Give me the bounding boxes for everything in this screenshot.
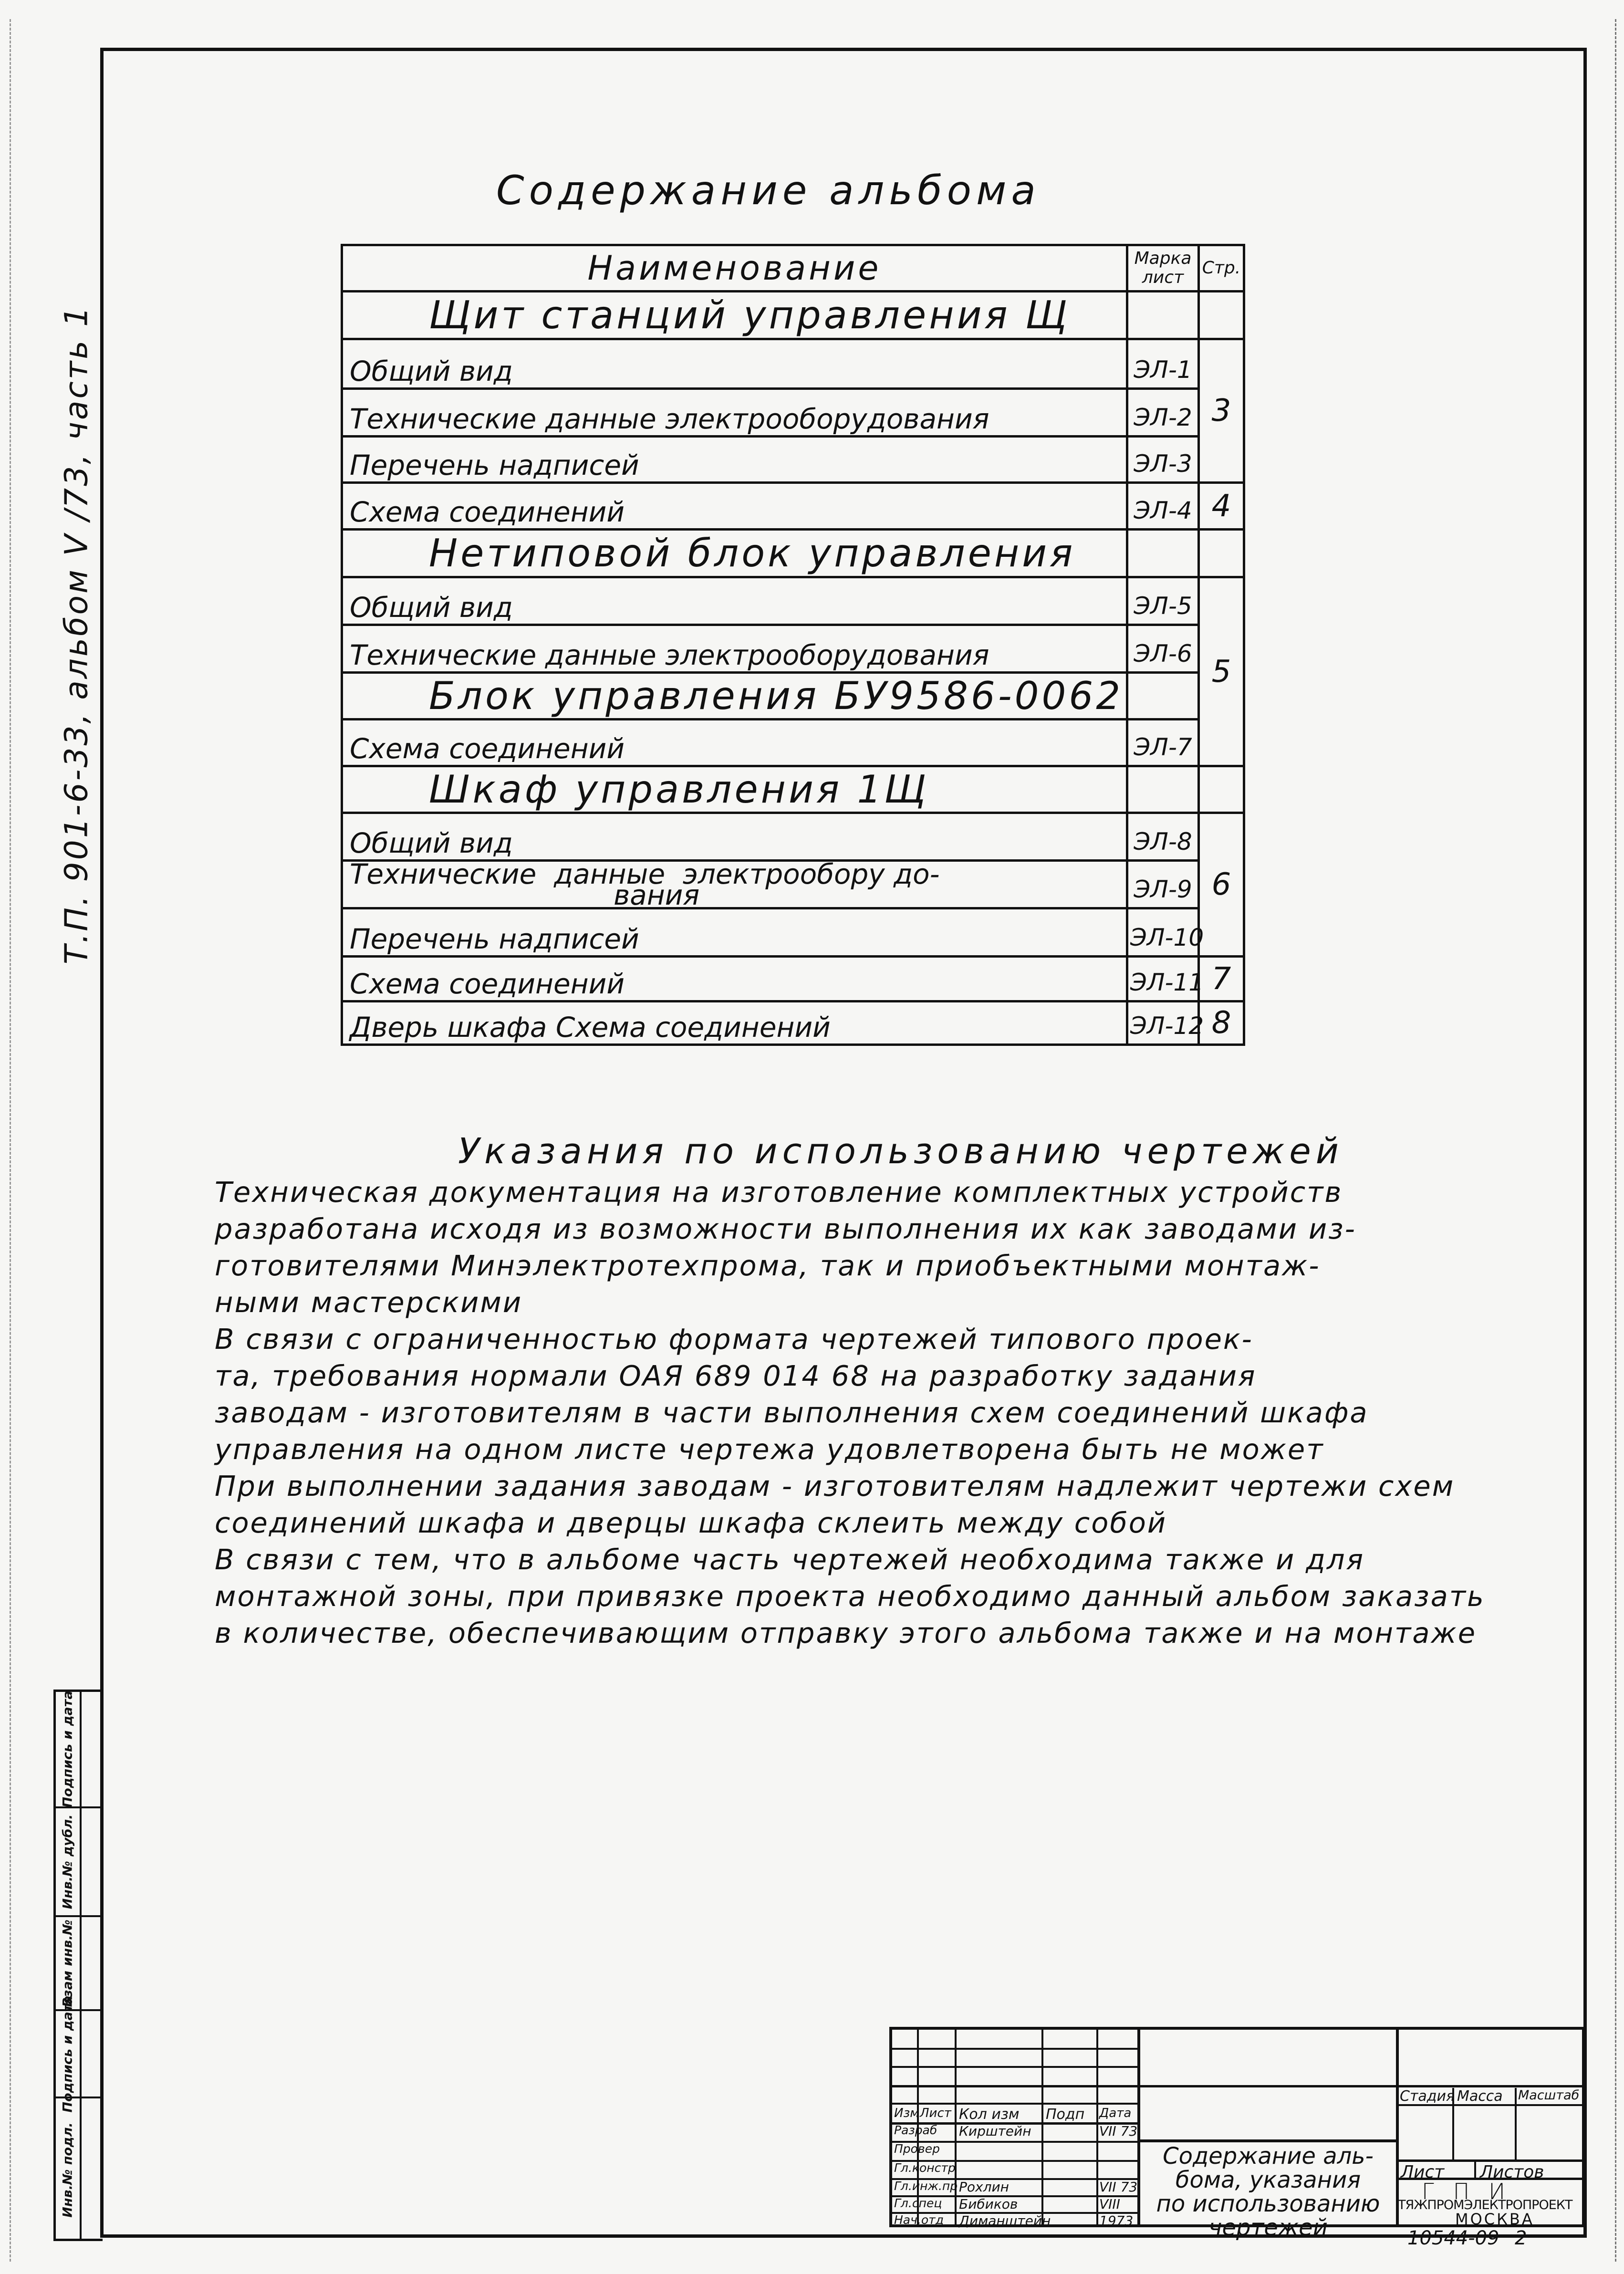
item-name: Общий вид [342,813,1127,861]
sheet-mark: ЭЛ-10 [1127,908,1199,957]
sheets-label: Листов [1480,2162,1544,2182]
table-row [342,437,1244,483]
stamp-cell [56,2098,103,2241]
stamp-cell [56,1995,103,2113]
stage-label: Стадия [1400,2088,1455,2105]
notes-line: При выполнении задания заводам - изготовителям надлежит чертежи схем [215,1470,1455,1502]
page-number: 7 [1199,957,1244,1001]
item-name: Общий вид [342,339,1127,389]
sheet-mark: ЭЛ-5 [1127,577,1199,625]
page-title: Содержание альбома [496,167,1041,214]
signature-date: 1973 [1099,2213,1134,2229]
mass-label: Масса [1457,2088,1503,2105]
header-name: Наименование [342,245,1127,292]
signatory-name: Кирштейн [959,2123,1031,2139]
item-name: Дверь шкафа Схема соединений [342,1001,1127,1045]
document-name-line: бома, указания [1175,2167,1361,2193]
stamp-label: Взам инв.№ [60,1919,75,2007]
page-number: 5 [1199,577,1244,766]
header-change: Изм [894,2106,919,2120]
section-title: Нетиповой блок управления [342,530,1127,577]
sheet-mark: ЭЛ-12 [1127,1001,1199,1045]
sheet-mark [1127,292,1199,339]
notes-line: Техническая документация на изготовление комплектных устройств [215,1176,1343,1209]
trim-line [10,19,11,2262]
notes-heading: Указания по использованию чертежей [458,1131,1343,1172]
signatory-role: Провер [894,2142,940,2156]
sheet-mark: ЭЛ-8 [1127,813,1199,861]
sheet-mark: ЭЛ-7 [1127,720,1199,766]
section-title: Шкаф управления 1Щ [342,766,1127,813]
sheet-mark: ЭЛ-2 [1127,389,1199,437]
header-mark [1127,245,1199,292]
signature-date: VII 73 [1099,2123,1138,2139]
section-title: Блок управления БУ9586-0062 [342,673,1127,720]
notes-line: готовителями Минэлектротехпрома, так и приобъектными монтаж- [215,1249,1321,1282]
signatory-role: Разраб [894,2123,937,2137]
signatory-name: Бибиков [959,2196,1018,2212]
page-number [1199,766,1244,813]
document-name-line: чертежей [1208,2214,1328,2241]
sheet-mark [1127,766,1199,813]
header-sheet: Лист [920,2106,951,2120]
signatory-role: Гл.инж.пр [894,2179,958,2193]
page-number [1199,292,1244,339]
notes-line: управления на одном листе чертежа удовлетворена быть не может [215,1433,1324,1466]
table-row [342,625,1244,673]
sheet-number: 2 [1515,2227,1527,2249]
stamp-label: Подпись и дата [60,1995,75,2113]
item-name: Перечень надписей [342,908,1127,957]
org-city: МОСКВА [1455,2210,1534,2228]
section-row [342,673,1244,720]
trim-line [1615,19,1616,2262]
document-name-line: по использованию [1156,2191,1380,2217]
section-row [342,530,1244,577]
table-row [342,389,1244,437]
page-number [1199,530,1244,577]
item-name: Общий вид [342,577,1127,625]
notes-line: соединений шкафа и дверцы шкафа склеить между собой [215,1506,1167,1539]
contents-body [342,292,1244,1045]
table-row [342,577,1244,625]
signature-date: VII 73 [1099,2179,1138,2195]
table-row [342,483,1244,530]
signature-date: VIII [1099,2196,1120,2212]
sheet-mark: ЭЛ-1 [1127,339,1199,389]
document-name-line: Содержание аль- [1163,2143,1374,2170]
sheet-mark: ЭЛ-11 [1127,957,1199,1001]
sheet-mark: ЭЛ-9 [1127,861,1199,908]
page-number: 6 [1199,813,1244,957]
document-number: 10544-09 [1407,2227,1499,2249]
project-code: Т.П. 901-6-33, альбом V /73, часть 1 [58,304,95,965]
header-mark-line2: лист [1142,268,1184,287]
page-number: 4 [1199,483,1244,530]
notes-line: монтажной зоны, при привязке проекта необходимо данный альбом заказать [215,1580,1485,1613]
notes-line: заводам - изготовителям в части выполнения схем соединений шкафа [215,1396,1369,1429]
table-row [342,813,1244,861]
sheet-mark: ЭЛ-3 [1127,437,1199,483]
signatory-name: Рохлин [959,2179,1009,2195]
stamp-label: Инв.№ подл. [60,2122,75,2218]
table-row [342,908,1244,957]
notes-line: ными мастерскими [215,1286,523,1319]
notes-line: та, требования нормали ОАЯ 689 014 68 на разработку задания [215,1359,1257,1392]
header-date: Дата [1099,2106,1132,2120]
stamp-cell [56,1692,103,1808]
item-name: Технические данные электрообору до- вания [342,861,1127,908]
sheet-mark [1127,673,1199,720]
signatory-role: Гл.констр [894,2161,956,2175]
notes-line: разработана исходя из возможности выполнения их как заводами из- [215,1212,1356,1245]
item-name: Схема соединений [342,483,1127,530]
notes-line: В связи с тем, что в альбоме часть чертежей необходима также и для [215,1543,1365,1576]
sheet-mark [1127,530,1199,577]
page-number: 8 [1199,1001,1244,1045]
notes-line: В связи с ограниченностью формата чертежей типового проек- [215,1323,1253,1356]
section-title: Щит станций управления Щ [342,292,1127,339]
approval-stamp-column [53,1690,103,2241]
page-number: 3 [1199,339,1244,483]
table-row [342,1001,1244,1045]
header-page: Стр. [1199,245,1244,292]
table-row [342,339,1244,389]
header-mark-line1: Марка [1134,249,1192,268]
stamp-cell [56,1808,103,1917]
sheet-mark: ЭЛ-4 [1127,483,1199,530]
org-logo: ГПИ [1422,2179,1524,2204]
stamp-label: Подпись и дата [60,1690,75,1808]
section-row [342,292,1244,339]
item-name: Технические данные электрооборудования [342,389,1127,437]
contents-table [341,244,1245,1046]
header-change-count: Кол изм [959,2106,1020,2123]
signatory-role: Нач.отд [894,2213,944,2227]
section-row [342,766,1244,813]
scale-label: Масштаб [1518,2088,1580,2103]
stamp-label: Инв.№ дубл. [60,1814,75,1909]
header-signature: Подп [1046,2106,1085,2123]
notes-line: в количестве, обеспечивающим отправку этого альбома также и на монтаже [215,1617,1477,1649]
table-row [342,720,1244,766]
table-row [342,957,1244,1001]
table-row [342,861,1244,908]
document-name [1140,2144,1396,2240]
signatory-role: Гл.спец [894,2196,942,2210]
item-name: Технические данные электрооборудования [342,625,1127,673]
item-name: Перечень надписей [342,437,1127,483]
item-name: Схема соединений [342,720,1127,766]
org-name: ТЯЖПРОМЭЛЕКТРОПРОЕКТ [1398,2198,1572,2212]
sheet-label: Лист [1401,2162,1445,2182]
notes-text [215,1174,1551,1651]
sheet-mark: ЭЛ-6 [1127,625,1199,673]
item-name: Схема соединений [342,957,1127,1001]
signatory-name: Диманштейн [959,2213,1051,2229]
